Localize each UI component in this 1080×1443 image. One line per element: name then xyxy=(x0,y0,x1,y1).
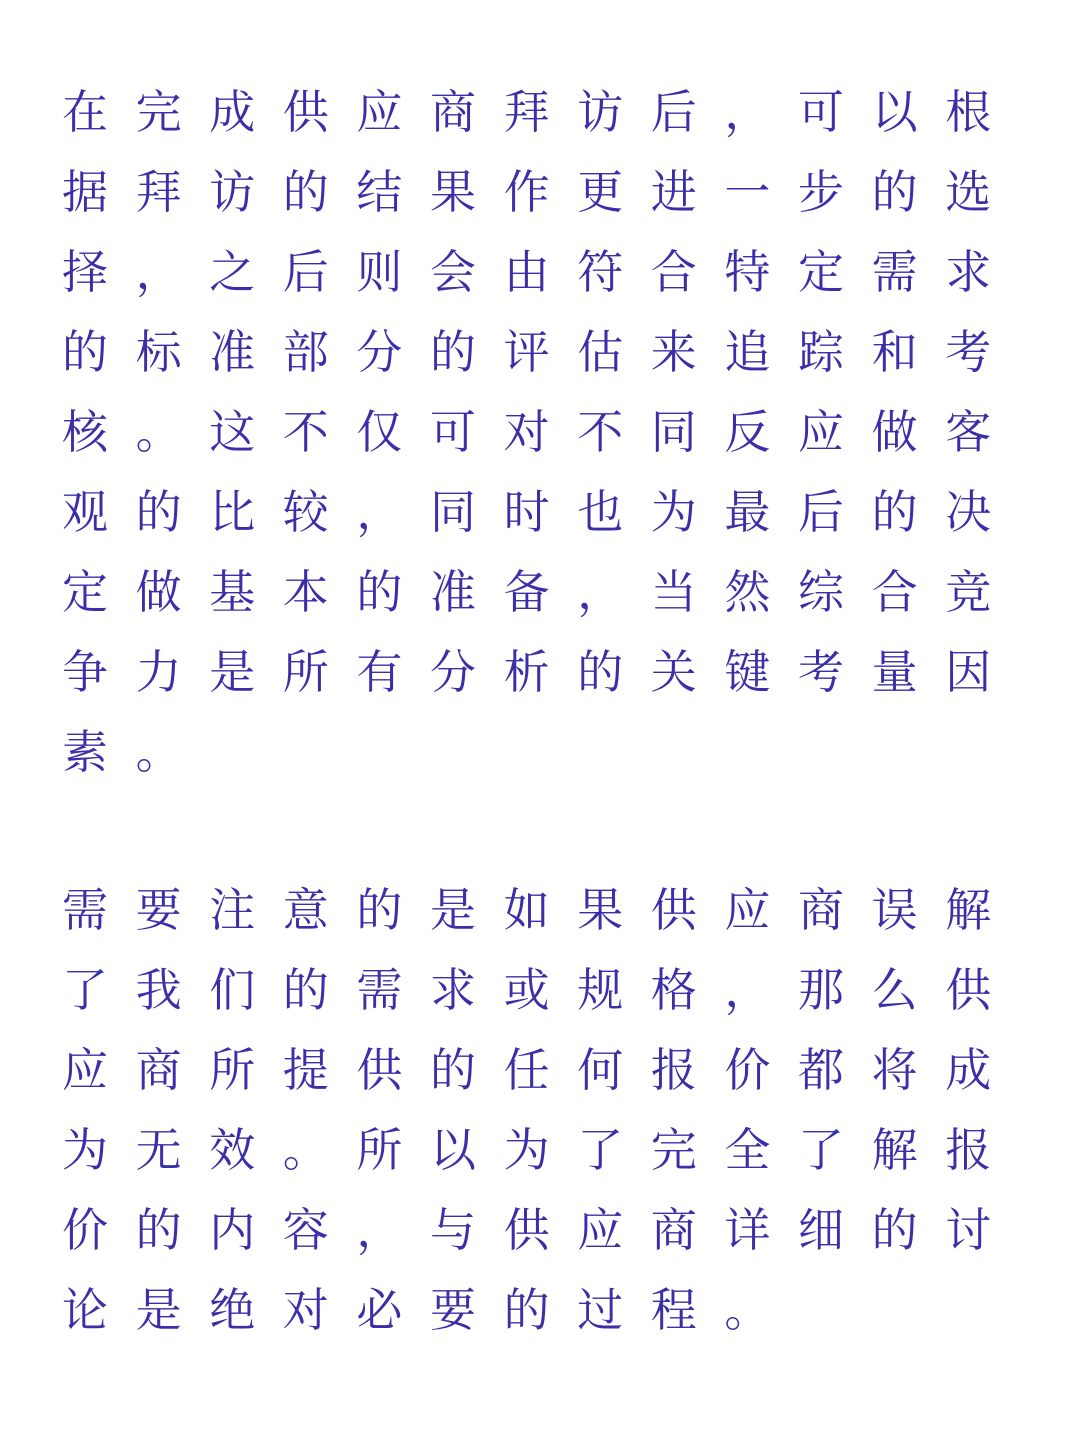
paragraph-line: 据拜访的结果作更进一步的选 xyxy=(62,165,1019,219)
paragraph-line: 论是绝对必要的过程。 xyxy=(62,1283,798,1337)
paragraph-line: 择，之后则会由符合特定需求 xyxy=(62,245,1019,299)
paragraph-line: 争力是所有分析的关键考量因 xyxy=(62,645,1019,699)
paragraph-2 xyxy=(62,870,1022,1350)
paragraph-line: 的标准部分的评估来追踪和考 xyxy=(62,325,1019,379)
paragraph-line: 定做基本的准备，当然综合竞 xyxy=(62,565,1019,619)
paragraph-line: 素。 xyxy=(62,725,210,779)
paragraph-line: 了我们的需求或规格，那么供 xyxy=(62,963,1019,1017)
paragraph-line: 为无效。所以为了完全了解报 xyxy=(62,1123,1019,1177)
paragraph-line: 应商所提供的任何报价都将成 xyxy=(62,1043,1019,1097)
paragraph-line: 观的比较，同时也为最后的决 xyxy=(62,485,1019,539)
paragraph-line: 核。这不仅可对不同反应做客 xyxy=(62,405,1019,459)
paragraph-line: 在完成供应商拜访后，可以根 xyxy=(62,85,1019,139)
paragraph-1 xyxy=(62,72,1022,792)
paragraph-line: 价的内容，与供应商详细的讨 xyxy=(62,1203,1019,1257)
paragraph-line: 需要注意的是如果供应商误解 xyxy=(62,883,1019,937)
